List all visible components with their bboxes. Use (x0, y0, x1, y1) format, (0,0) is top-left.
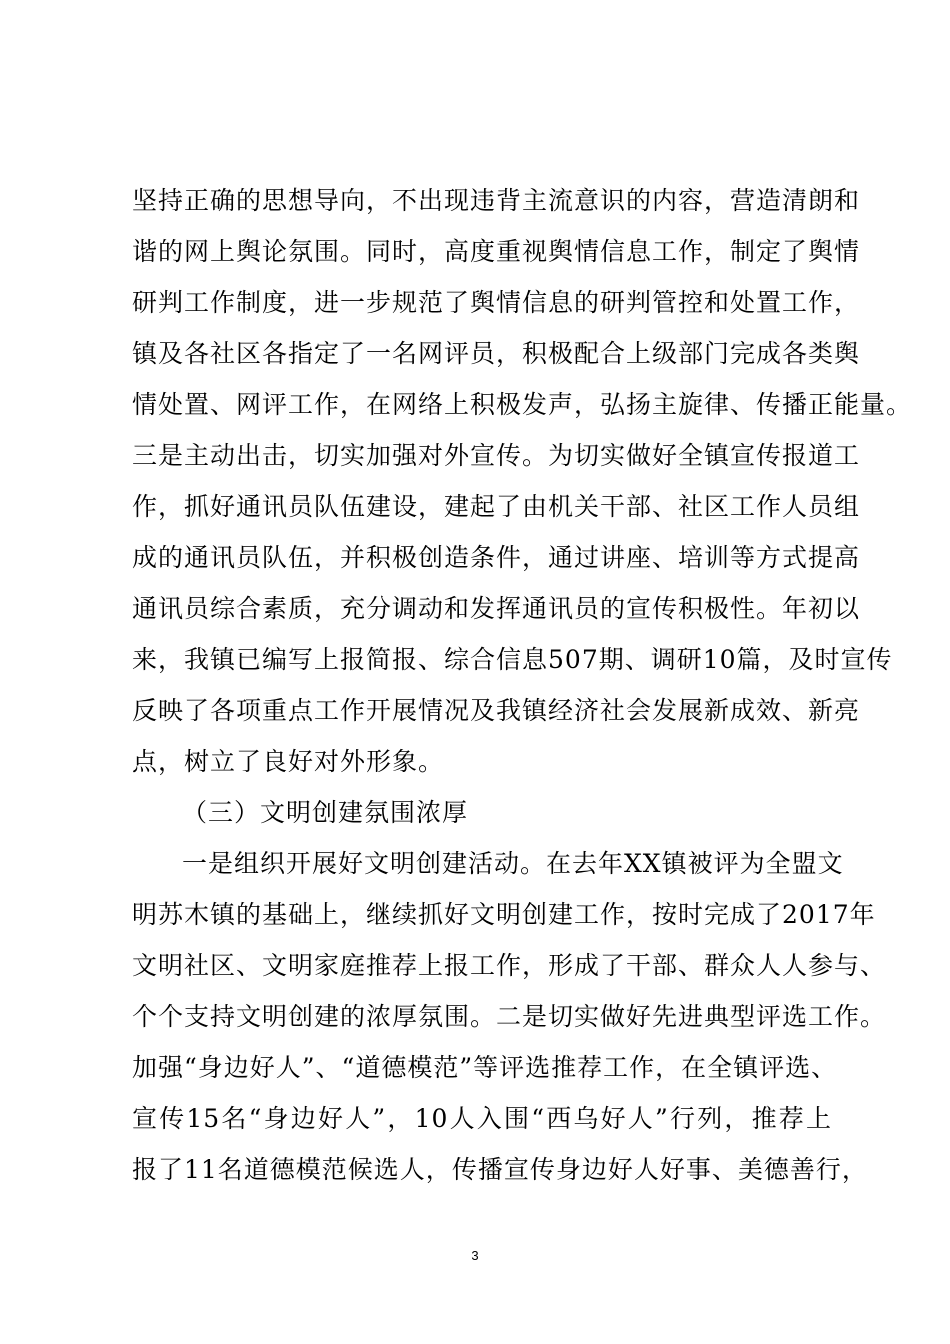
body-text-line: 成的通讯员队伍，并积极创造条件，通过讲座、培训等方式提高 (132, 543, 861, 572)
body-text-line: 反映了各项重点工作开展情况及我镇经济社会发展新成效、新亮 (132, 696, 861, 725)
body-text-line: 一是组织开展好文明创建活动。在去年XX镇被评为全盟文 (182, 849, 844, 878)
body-text-line: 点，树立了良好对外形象。 (132, 747, 445, 776)
body-text-line: 作，抓好通讯员队伍建设，建起了由机关干部、社区工作人员组 (132, 492, 861, 521)
body-text-line: 通讯员综合素质，充分调动和发挥通讯员的宣传积极性。年初以 (132, 594, 861, 623)
body-text-line: 镇及各社区各指定了一名网评员，积极配合上级部门完成各类舆 (132, 339, 861, 368)
body-text-line: 研判工作制度，进一步规范了舆情信息的研判管控和处置工作， (132, 288, 861, 317)
body-text-line: 来，我镇已编写上报简报、综合信息507期、调研10篇，及时宣传 (132, 645, 893, 674)
body-text-line: 加强“身边好人”、“道德模范”等评选推荐工作，在全镇评选、 (132, 1053, 838, 1082)
section-heading: （三）文明创建氛围浓厚 (182, 798, 469, 827)
body-text-line: 三是主动出击，切实加强对外宣传。为切实做好全镇宣传报道工 (132, 441, 861, 470)
page-number: 3 (471, 1248, 479, 1263)
body-text-line: 文明社区、文明家庭推荐上报工作，形成了干部、群众人人参与、 (132, 951, 887, 980)
body-text-line: 情处置、网评工作，在网络上积极发声，弘扬主旋律、传播正能量。 (132, 390, 913, 419)
body-text-line: 宣传15名“身边好人”，10人入围“西乌好人”行列，推荐上 (132, 1104, 832, 1133)
body-text-line: 报了11名道德模范候选人，传播宣传身边好人好事、美德善行， (132, 1155, 868, 1184)
body-text-line: 谐的网上舆论氛围。同时，高度重视舆情信息工作，制定了舆情 (132, 237, 861, 266)
body-text-line: 明苏木镇的基础上，继续抓好文明创建工作，按时完成了2017年 (132, 900, 876, 929)
body-text-line: 坚持正确的思想导向，不出现违背主流意识的内容，营造清朗和 (132, 186, 861, 215)
body-text-line: 个个支持文明创建的浓厚氛围。二是切实做好先进典型评选工作。 (132, 1002, 887, 1031)
